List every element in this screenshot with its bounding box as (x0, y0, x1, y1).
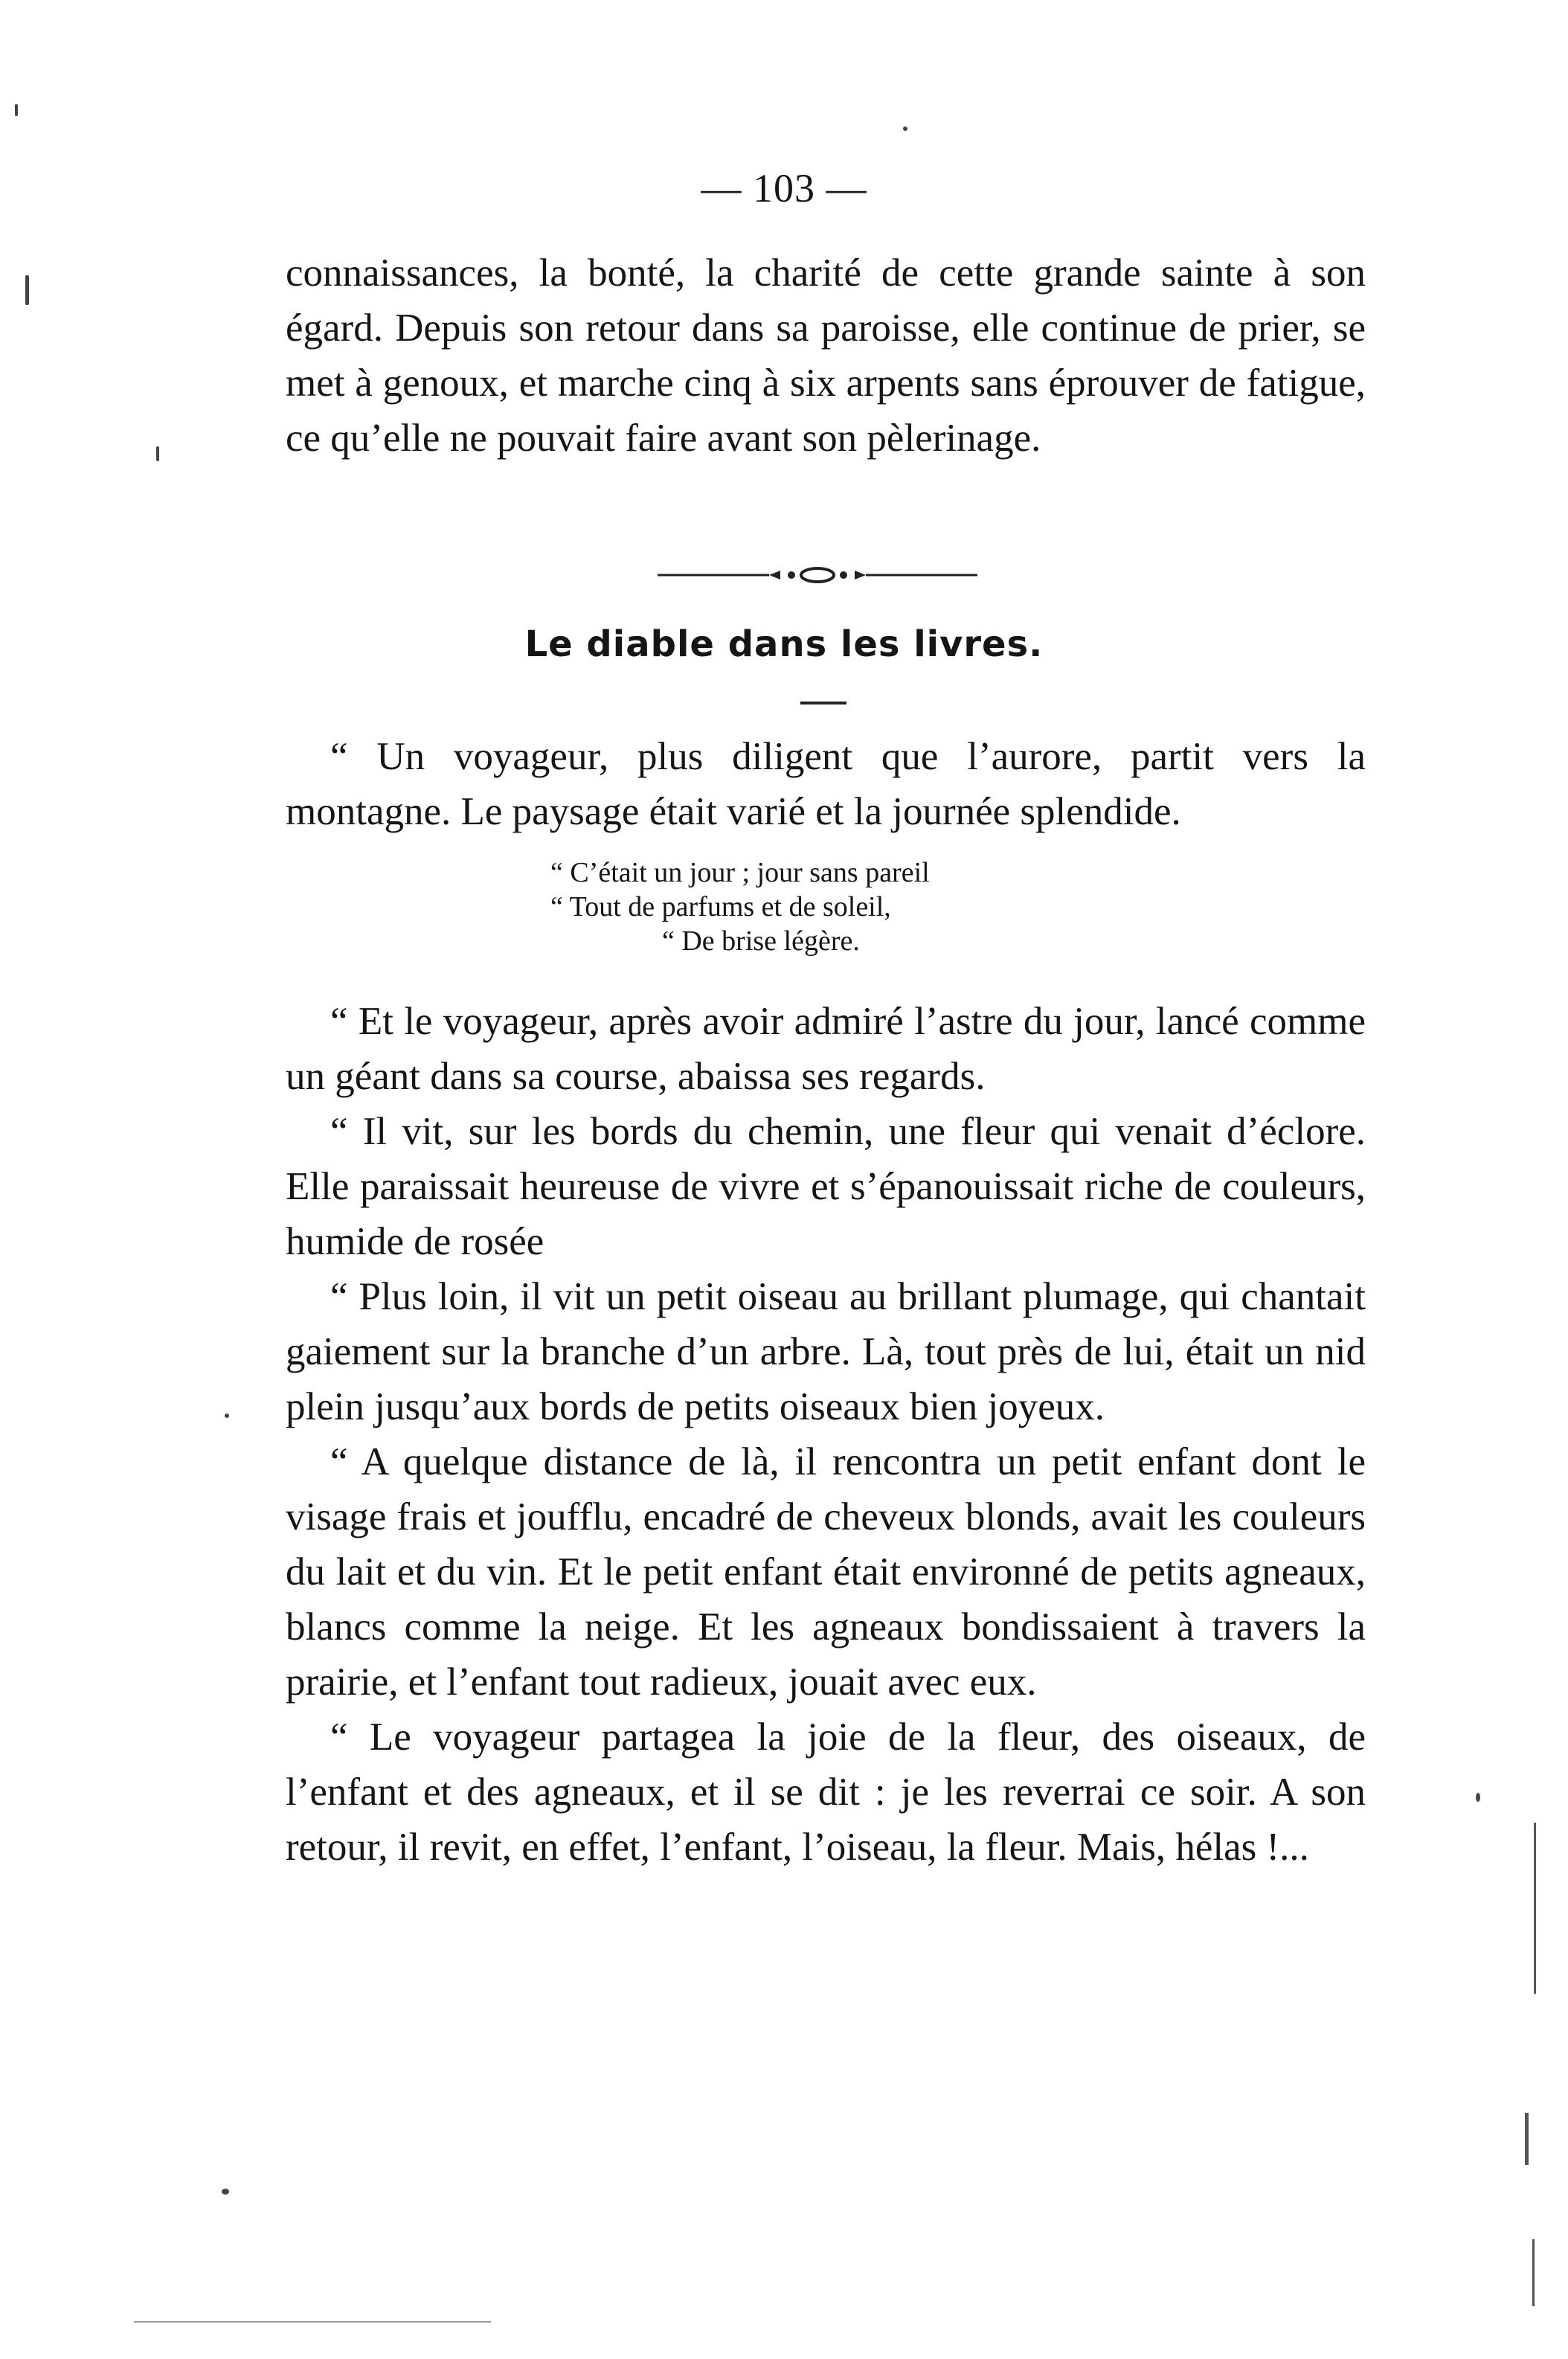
page-number: — 103 — (701, 166, 867, 211)
story-continuation (286, 994, 1366, 1875)
bottom-scan-line (134, 2321, 491, 2323)
scan-speck (1476, 1793, 1480, 1802)
scan-speck (222, 2189, 229, 2195)
story-paragraph-4: “ Plus loin, il vit un petit oiseau au brillant plumage, qui chantait gaiement sur la branche d’un arbre. Là, tout près de lui, était un nid plein jusqu’aux bords de petits oiseaux bien joyeux. (286, 1275, 1366, 1428)
verse-line-2: “ Tout de parfums et de soleil, (550, 891, 891, 922)
heading-rule (800, 702, 846, 705)
story-paragraph-5: “ A quelque distance de là, il rencontra un petit enfant dont le visage frais et joufflu, encadré de cheveux blonds, avait les couleurs du lait et du vin. Et le petit enfant était environné de petits agneaux, blancs comme la neige. Et les agneaux bondissaient à travers la prairie, et l’enfant tout radieux, jouait avec eux. (286, 1440, 1366, 1704)
intro-paragraph-text: connaissances, la bonté, la charité de cette grande sainte à son égard. Depuis son retour dans sa paroisse, elle continue de prier, se met à genoux, et marche cinq à six arpents sans éprouver de fatigue, ce qu’elle ne pouvait faire avant son pèlerinage. (286, 251, 1366, 460)
verse-line-3: “ De brise légère. (662, 925, 860, 957)
story-opening (286, 729, 1366, 839)
scan-speck (903, 126, 907, 131)
scan-speck (156, 446, 159, 461)
story-paragraph-2: “ Et le voyageur, après avoir admiré l’astre du jour, lancé comme un géant dans sa course, abaissa ses regards. (286, 1000, 1366, 1098)
margin-mark (1534, 1823, 1536, 1994)
story-paragraph-3: “ Il vit, sur les bords du chemin, une fleur qui venait d’éclore. Elle paraissait heureuse de vivre et s’épanouissait riche de couleurs, humide de rosée (286, 1110, 1366, 1263)
scan-speck (25, 275, 29, 305)
section-heading: Le diable dans les livres. (524, 623, 1044, 665)
intro-paragraph (286, 245, 1366, 466)
verse-line-1: “ C’était un jour ; jour sans pareil (550, 857, 930, 888)
margin-mark (1525, 2113, 1529, 2165)
margin-mark (1532, 2239, 1535, 2306)
scan-speck (225, 1413, 229, 1418)
story-paragraph-6: “ Le voyageur partagea la joie de la fleur, des oiseaux, de l’enfant et des agneaux, et il se dit : je les reverrai ce soir. A son retour, il revit, en effet, l’enfant, l’oiseau, la fleur. Mais, hélas !... (286, 1716, 1366, 1869)
section-ornament (658, 564, 977, 586)
scan-speck (15, 104, 18, 116)
verse-block (550, 856, 1220, 958)
story-paragraph-1: “ Un voyageur, plus diligent que l’aurore, partit vers la montagne. Le paysage était varié et la journée splendide. (286, 735, 1366, 833)
